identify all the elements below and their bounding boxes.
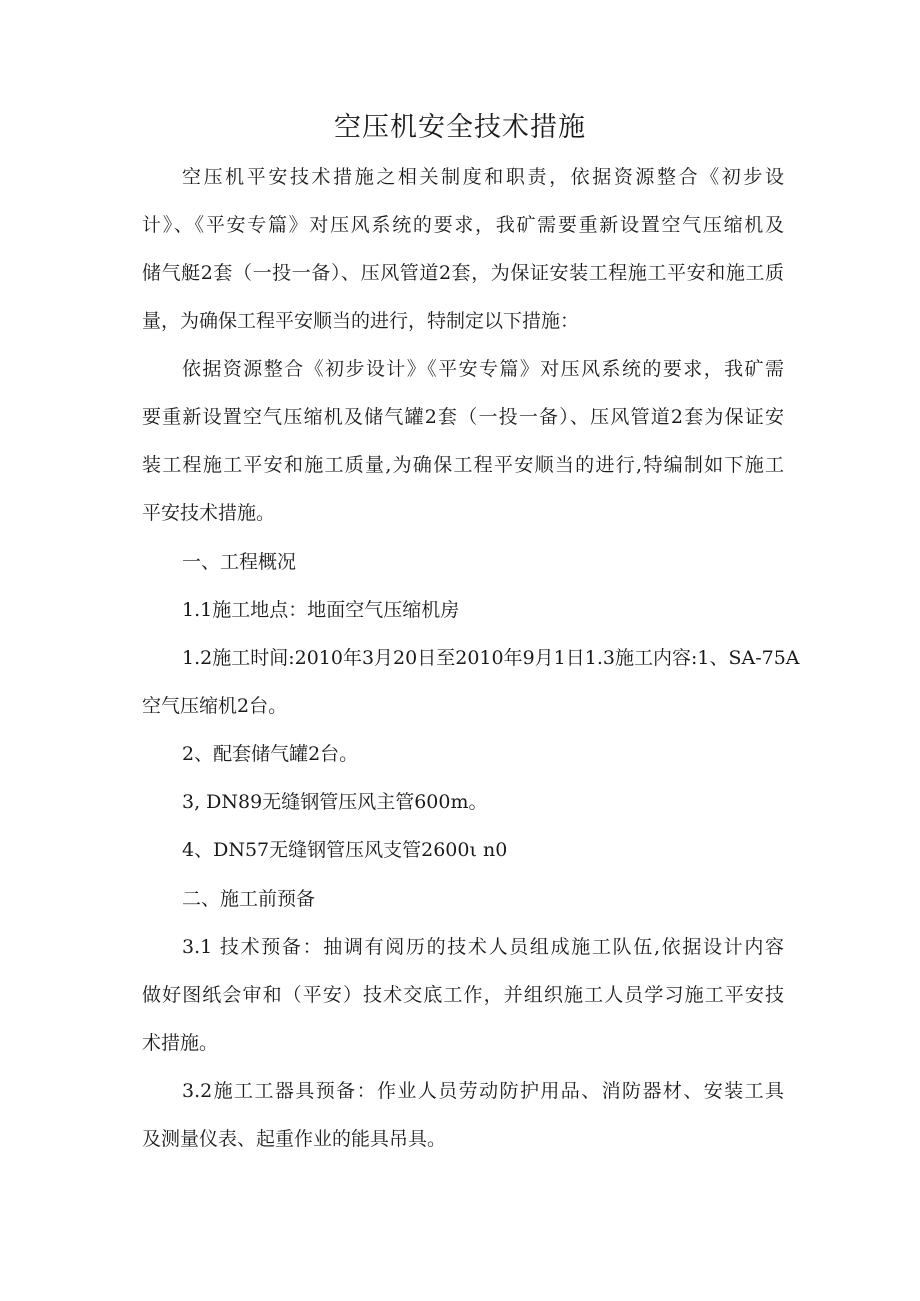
paragraph-line: 装工程施工平安和施工质量,为确保工程平安顺当的进行,特编制如下施工 — [142, 454, 784, 476]
section-heading: 二、施工前预备 — [182, 888, 316, 910]
paragraph-line: 及测量仪表、起重作业的能具吊具。 — [142, 1128, 447, 1150]
paragraph-line: 要重新设置空气压缩机及储气罐2套（一投一备）、压风管道2套为保证安 — [142, 406, 784, 428]
paragraph-line: 储气艇2套（一投一备）、压风管道2套，为保证安装工程施工平安和施工质 — [142, 262, 784, 284]
list-item: 2、配套储气罐2台。 — [182, 743, 359, 765]
paragraph-line: 空压机平安技术措施之相关制度和职责，依据资源整合《初步设 — [182, 166, 784, 188]
document-title: 空压机安全技术措施 — [334, 112, 586, 143]
section-heading: 一、工程概况 — [182, 551, 297, 573]
paragraph-line: 计》、《平安专篇》对压风系统的要求，我矿需要重新设置空气压缩机及 — [142, 214, 784, 236]
paragraph-line: 做好图纸会审和（平安）技术交底工作，并组织施工人员学习施工平安技 — [142, 984, 784, 1006]
paragraph-line: 术措施。 — [142, 1032, 219, 1054]
paragraph-line: 3.2施工工器具预备：作业人员劳动防护用品、消防器材、安装工具 — [182, 1080, 784, 1102]
paragraph-line: 依据资源整合《初步设计》《平安专篇》对压风系统的要求，我矿需 — [182, 358, 784, 380]
paragraph-line: 量，为确保工程平安顺当的进行，特制定以下措施： — [142, 310, 580, 332]
list-item: 3, DN89无缝钢管压风主管600m。 — [182, 791, 488, 813]
list-item: 1.2施工时间:2010年3月20日至2010年9月1日1.3施工内容:1、SA-75A — [182, 647, 800, 669]
paragraph-line: 平安技术措施。 — [142, 502, 276, 524]
list-item-continuation: 空气压缩机2台。 — [142, 695, 288, 717]
paragraph-line: 3.1 技术预备：抽调有阅历的技术人员组成施工队伍,依据设计内容 — [182, 936, 784, 958]
list-item: 1.1施工地点：地面空气压缩机房 — [182, 599, 460, 621]
list-item: 4、DN57无缝钢管压风支管2600ι n0 — [182, 839, 508, 861]
